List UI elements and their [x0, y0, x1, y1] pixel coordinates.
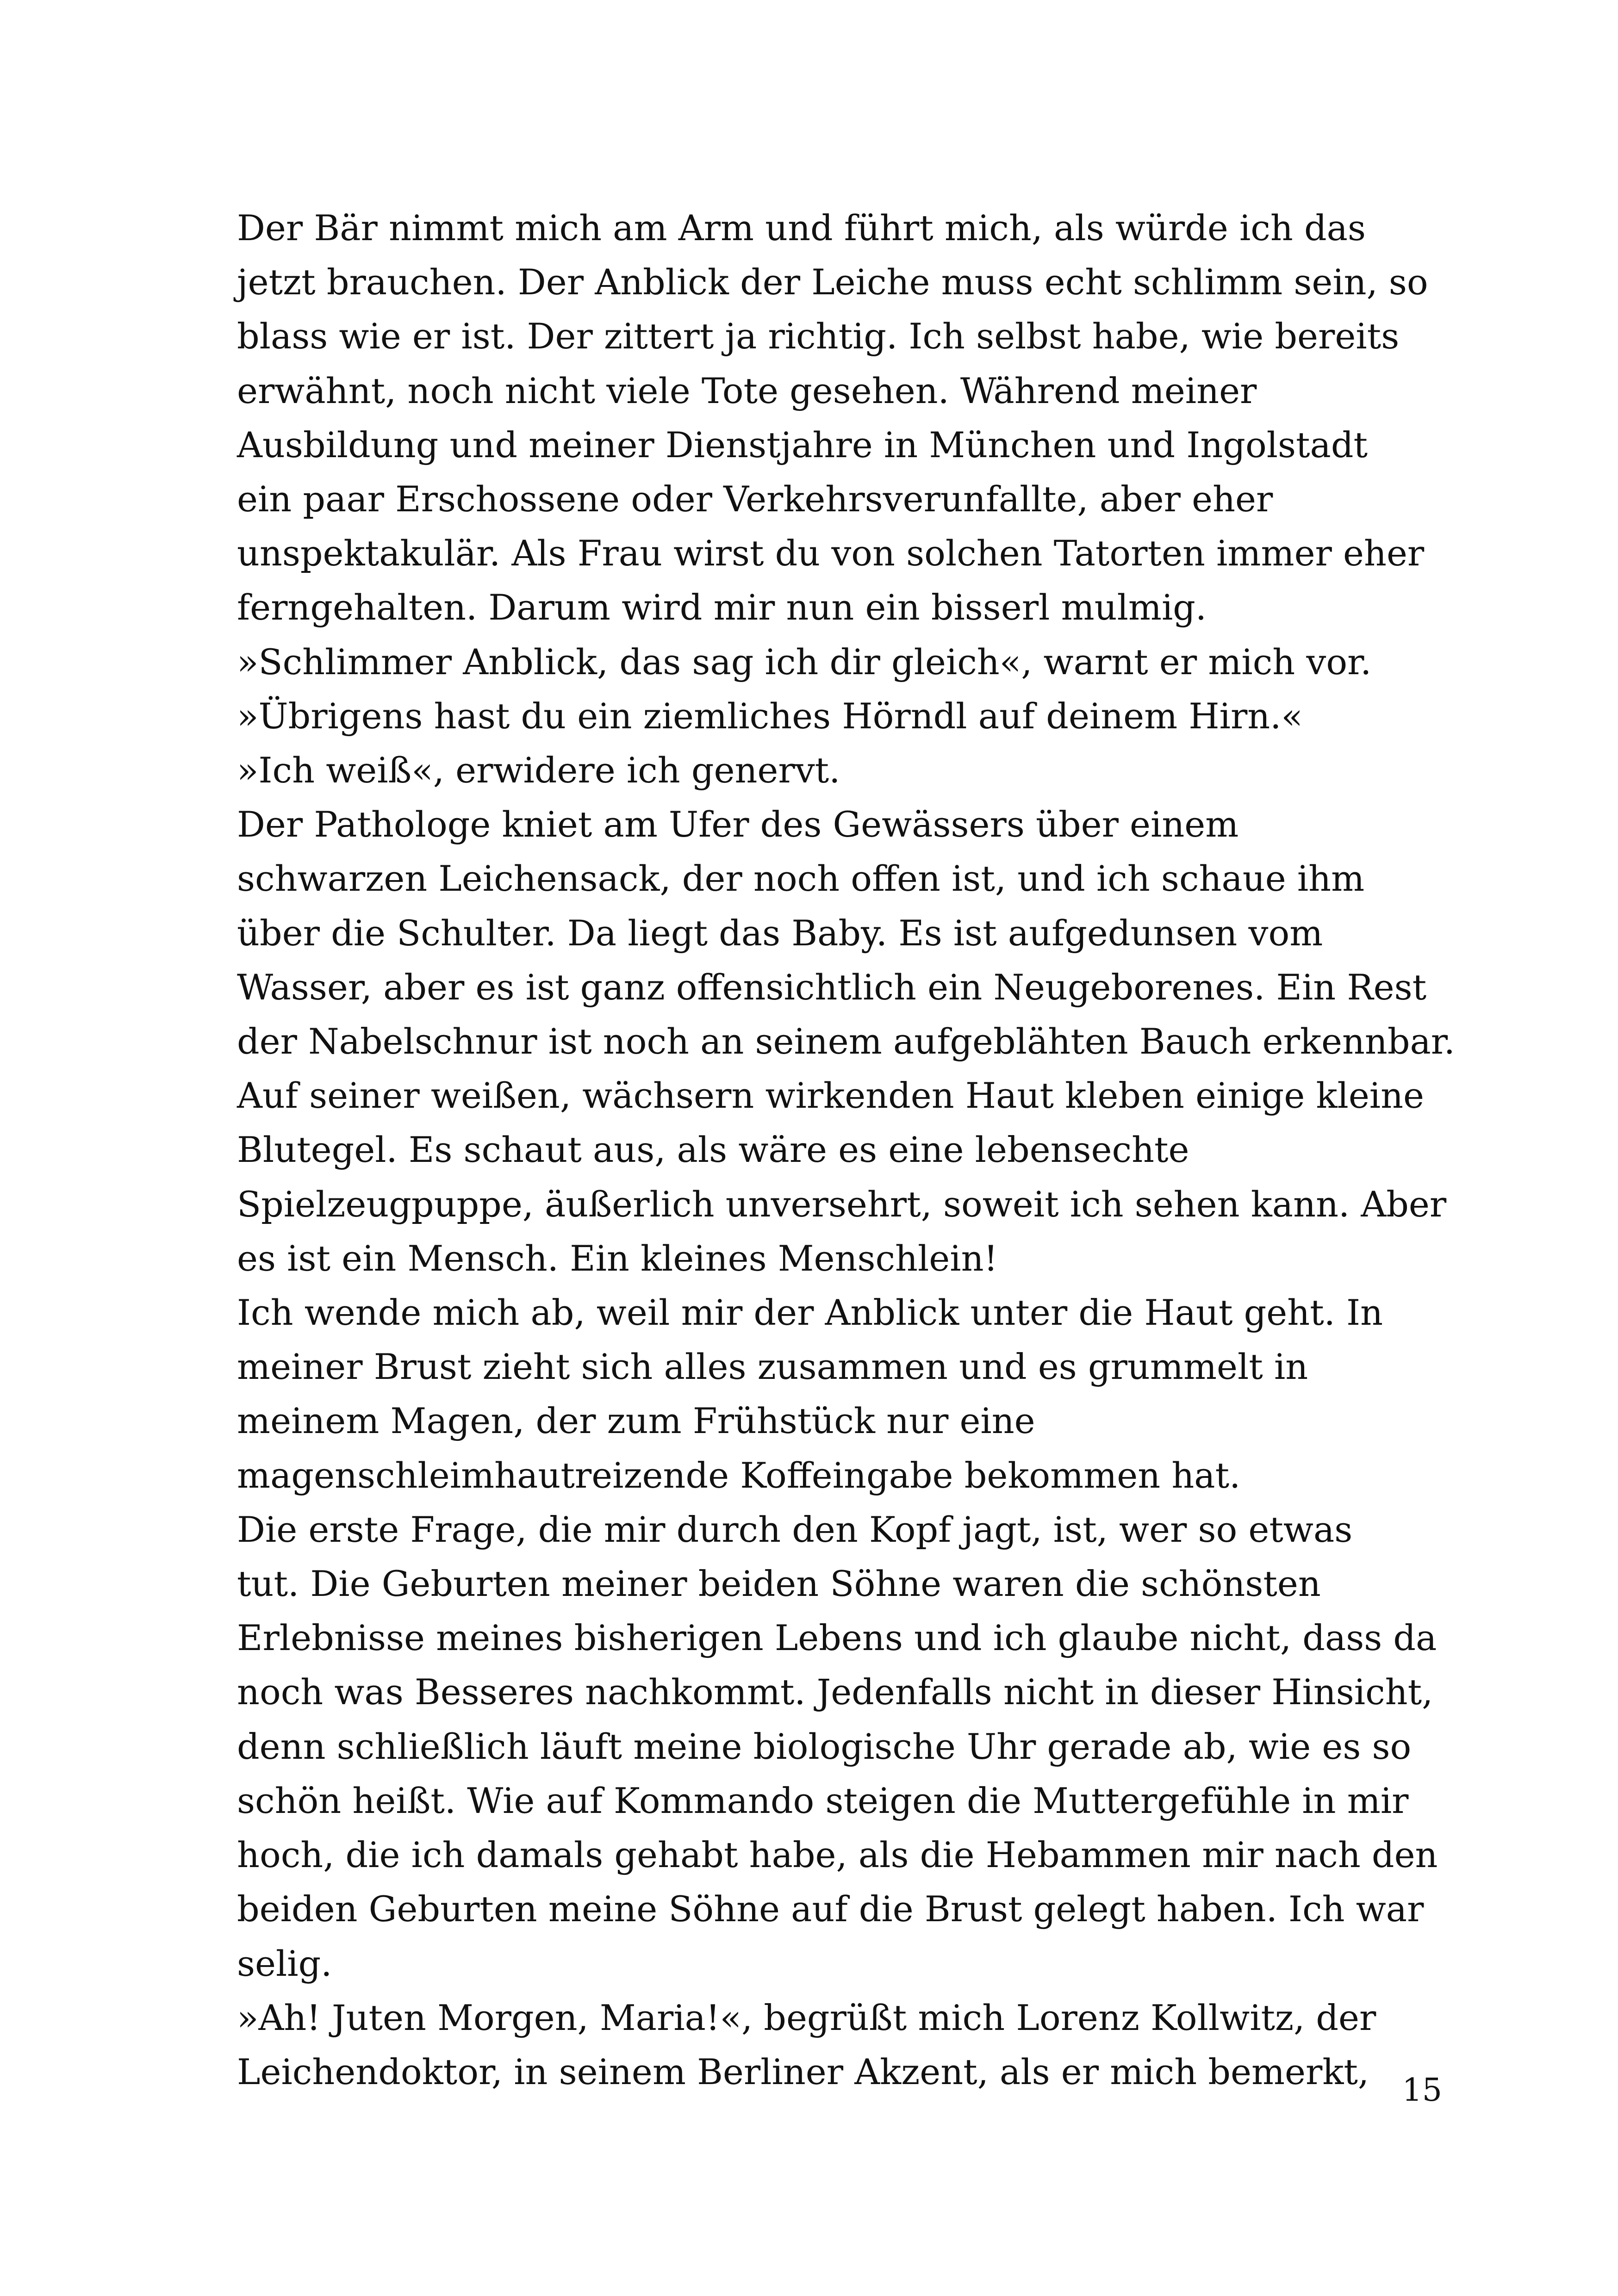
text-line: Der Pathologe kniet am Ufer des Gewässers über einem [237, 804, 1239, 845]
text-line: »Ah! Juten Morgen, Maria!«, begrüßt mich Lorenz Kollwitz, der [237, 1997, 1376, 2038]
text-line: blass wie er ist. Der zittert ja richtig. Ich selbst habe, wie bereits [237, 316, 1400, 357]
text-line: magenschleimhautreizende Koffeingabe bekommen hat. [237, 1454, 1241, 1496]
text-line: es ist ein Mensch. Ein kleines Menschlein! [237, 1237, 998, 1279]
text-line: Der Bär nimmt mich am Arm und führt mich, als würde ich das [237, 207, 1366, 248]
text-line: denn schließlich läuft meine biologische Uhr gerade ab, wie es so [237, 1725, 1412, 1767]
text-line: Ich wende mich ab, weil mir der Anblick unter die Haut geht. In [237, 1292, 1383, 1334]
text-line: meiner Brust zieht sich alles zusammen und es grummelt in [237, 1346, 1308, 1388]
text-line: Wasser, aber es ist ganz offensichtlich ein Neugeborenes. Ein Rest [237, 966, 1427, 1008]
text-line: Spielzeugpuppe, äußerlich unversehrt, soweit ich sehen kann. Aber [237, 1183, 1447, 1225]
text-line: über die Schulter. Da liegt das Baby. Es ist aufgedunsen vom [237, 912, 1323, 954]
text-line: ferngehalten. Darum wird mir nun ein bisserl mulmig. [237, 587, 1207, 628]
text-line: schwarzen Leichensack, der noch offen ist, und ich schaue ihm [237, 858, 1365, 900]
text-line: »Übrigens hast du ein ziemliches Hörndl auf deinem Hirn.« [237, 695, 1303, 737]
text-line: Blutegel. Es schaut aus, als wäre es eine lebensechte [237, 1129, 1189, 1171]
text-line: selig. [237, 1942, 332, 1984]
paragraph [186, 201, 1445, 635]
text-line: erwähnt, noch nicht viele Tote gesehen. Während meiner [237, 370, 1257, 411]
text-line: beiden Geburten meine Söhne auf die Brust gelegt haben. Ich war [237, 1888, 1424, 1930]
paragraph [186, 635, 1445, 743]
text-line: »Schlimmer Anblick, das sag ich dir gleich«, warnt er mich vor. [237, 641, 1372, 683]
text-line: »Ich weiß«, erwidere ich genervt. [237, 750, 840, 791]
paragraph [186, 743, 1445, 797]
text-line: noch was Besseres nachkommt. Jedenfalls nicht in dieser Hinsicht, [237, 1671, 1433, 1713]
text-line: der Nabelschnur ist noch an seinem aufgeblähten Bauch erkennbar. [237, 1021, 1455, 1062]
text-line: hoch, die ich damals gehabt habe, als die Hebammen mir nach den [237, 1834, 1438, 1876]
text-line: meinem Magen, der zum Frühstück nur eine [237, 1400, 1035, 1442]
text-line: unspektakulär. Als Frau wirst du von solchen Tatorten immer eher [237, 533, 1425, 574]
paragraph [186, 1285, 1445, 1502]
paragraph [186, 1502, 1445, 1991]
text-line: Leichendoktor, in seinem Berliner Akzent, als er mich bemerkt, [237, 2051, 1369, 2092]
page-number: 15 [1402, 2072, 1442, 2109]
text-line: Die erste Frage, die mir durch den Kopf jagt, ist, wer so etwas [237, 1508, 1353, 1550]
text-line: Erlebnisse meines bisherigen Lebens und ich glaube nicht, dass da [237, 1617, 1437, 1659]
paragraph [186, 1991, 1445, 2099]
body-text [186, 201, 1455, 2099]
text-line: jetzt brauchen. Der Anblick der Leiche muss echt schlimm sein, so [237, 261, 1428, 303]
text-line: Auf seiner weißen, wächsern wirkenden Haut kleben einige kleine [237, 1075, 1425, 1117]
text-line: ein paar Erschossene oder Verkehrsverunfallte, aber eher [237, 478, 1273, 520]
paragraph [186, 797, 1455, 1285]
text-line: tut. Die Geburten meiner beiden Söhne waren die schönsten [237, 1563, 1321, 1605]
text-line: schön heißt. Wie auf Kommando steigen die Muttergefühle in mir [237, 1780, 1409, 1821]
text-line: Ausbildung und meiner Dienstjahre in München und Ingolstadt [237, 424, 1368, 465]
